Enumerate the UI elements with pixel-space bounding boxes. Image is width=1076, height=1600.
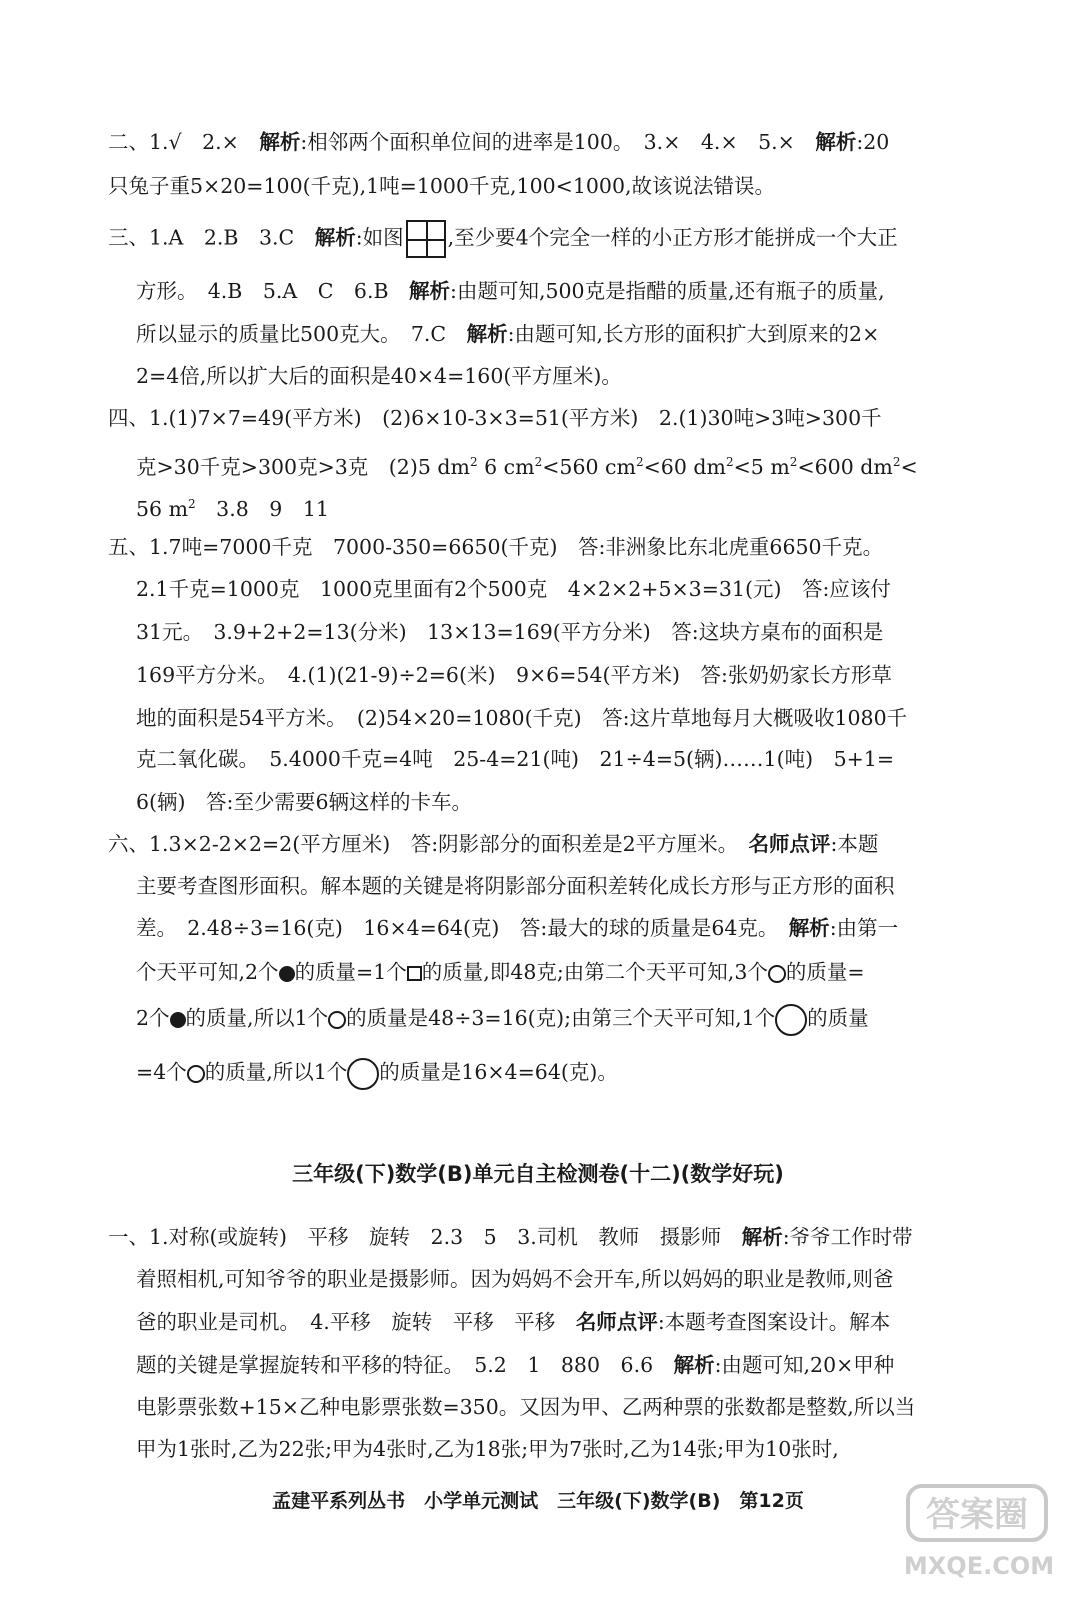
- answer-line: 爸的职业是司机。 4.平移 旋转 平移 平移 名师点评:本题考查图案设计。解本: [136, 1310, 891, 1334]
- section-title: 三年级(下)数学(B)单元自主检测卷(十二)(数学好玩): [292, 1162, 784, 1186]
- svg-text:答案圈: 答案圈: [926, 1495, 1028, 1535]
- filled-circle-icon: [279, 966, 295, 982]
- small-circle-icon: [187, 1065, 205, 1083]
- svg-text:MXQE.COM: MXQE.COM: [904, 1552, 1054, 1580]
- answer-line: 差。 2.48÷3=16(克) 16×4=64(克) 答:最大的球的质量是64克。 解析:由第一: [136, 916, 899, 940]
- answer-line: 6(辆) 答:至少需要6辆这样的卡车。: [136, 790, 472, 814]
- watermark-logo: [904, 1478, 1054, 1588]
- large-circle-icon: [775, 1004, 807, 1036]
- answer-line: 所以显示的质量比500克大。 7.C 解析:由题可知,长方形的面积扩大到原来的2×: [136, 322, 880, 346]
- answer-line: 个天平可知,2个 的质量=1个 的质量,即48克;由第二个天平可知,3个 的质量=: [136, 960, 865, 984]
- answer-line: 六、1.3×2-2×2=2(平方厘米) 答:阴影部分的面积差是2平方厘米。 名师点评:本题: [108, 832, 879, 856]
- answer-line: 56 $m^2$ 3.8 9 11: [136, 496, 329, 521]
- answer-line: 2个 的质量,所以1个 的质量是48÷3=16(克);由第三个天平可知,1个 的质量: [136, 1003, 869, 1036]
- answer-line: 一、1.对称(或旋转) 平移 旋转 2.3 5 3.司机 教师 摄影师 解析:爷爷工作时带: [108, 1225, 913, 1249]
- answer-line: =4个 的质量,所以1个 的质量是16×4=64(克)。: [136, 1057, 618, 1090]
- answer-line: 三、1.A 2.B 3.C 解析:如图 ,至少要4个完全一样的小正方形才能拼成一个大正: [108, 220, 898, 258]
- small-circle-icon: [768, 965, 786, 983]
- answer-line: 四、1.(1)7×7=49(平方米) (2)6×10-3×3=51(平方米) 2.(1)30吨>3吨>300千: [108, 406, 882, 430]
- answer-line: 只兔子重5×20=100(千克),1吨=1000千克,100<1000,故该说法错误。: [108, 174, 776, 198]
- answer-line: 甲为1张时,乙为22张;甲为4张时,乙为18张;甲为7张时,乙为14张;甲为10张时,: [136, 1437, 839, 1461]
- answer-line: 方形。 4.B 5.A C 6.B 解析:由题可知,500克是指醋的质量,还有瓶子的质量,: [136, 279, 885, 303]
- page-footer: 孟建平系列丛书 小学单元测试 三年级(下)数学(B) 第12页: [272, 1490, 804, 1512]
- square-icon: [407, 966, 422, 981]
- answer-line: 主要考查图形面积。解本题的关键是将阴影部分面积差转化成长方形与正方形的面积: [136, 874, 895, 898]
- answer-line: 五、1.7吨=7000千克 7000-350=6650(千克) 答:非洲象比东北虎重6650千克。: [108, 535, 884, 559]
- answer-line: 克>30千克>300克>3克 (2)5 $dm^2$ 6 $cm^2<560$ $cm^2<60$ $dm^2<5$ $m^2<600$ $dm^2<$: [136, 454, 918, 479]
- answer-line: 169平方分米。 4.(1)(21-9)÷2=6(米) 9×6=54(平方米) 答:张奶奶家长方形草: [136, 663, 892, 687]
- answer-line: 地的面积是54平方米。 (2)54×20=1080(千克) 答:这片草地每月大概吸收1080千: [136, 706, 908, 730]
- large-circle-icon: [347, 1058, 379, 1090]
- answer-line: 着照相机,可知爷爷的职业是摄影师。因为妈妈不会开车,所以妈妈的职业是教师,则爸: [136, 1267, 894, 1291]
- small-circle-icon: [328, 1011, 346, 1029]
- filled-circle-icon: [170, 1012, 186, 1028]
- answer-line: 2.1千克=1000克 1000克里面有2个500克 4×2×2+5×3=31(元) 答:应该付: [136, 577, 891, 601]
- answer-line: 2=4倍,所以扩大后的面积是40×4=160(平方厘米)。: [136, 364, 622, 388]
- answer-line: 题的关键是掌握旋转和平移的特征。 5.2 1 880 6.6 解析:由题可知,20×甲种: [136, 1353, 895, 1377]
- answer-line: 电影票张数+15×乙种电影票张数=350。又因为甲、乙两种票的张数都是整数,所以当: [136, 1395, 916, 1419]
- grid-figure-icon: [406, 220, 446, 258]
- answer-line: 31元。 3.9+2+2=13(分米) 13×13=169(平方分米) 答:这块方桌布的面积是: [136, 620, 884, 644]
- answer-line: 克二氧化碳。 5.4000千克=4吨 25-4=21(吨) 21÷4=5(辆)……1(吨) 5+1=: [136, 747, 895, 771]
- answer-line: 二、1.√ 2.× 解析:相邻两个面积单位间的进率是100。 3.× 4.× 5.× 解析:20: [108, 130, 890, 154]
